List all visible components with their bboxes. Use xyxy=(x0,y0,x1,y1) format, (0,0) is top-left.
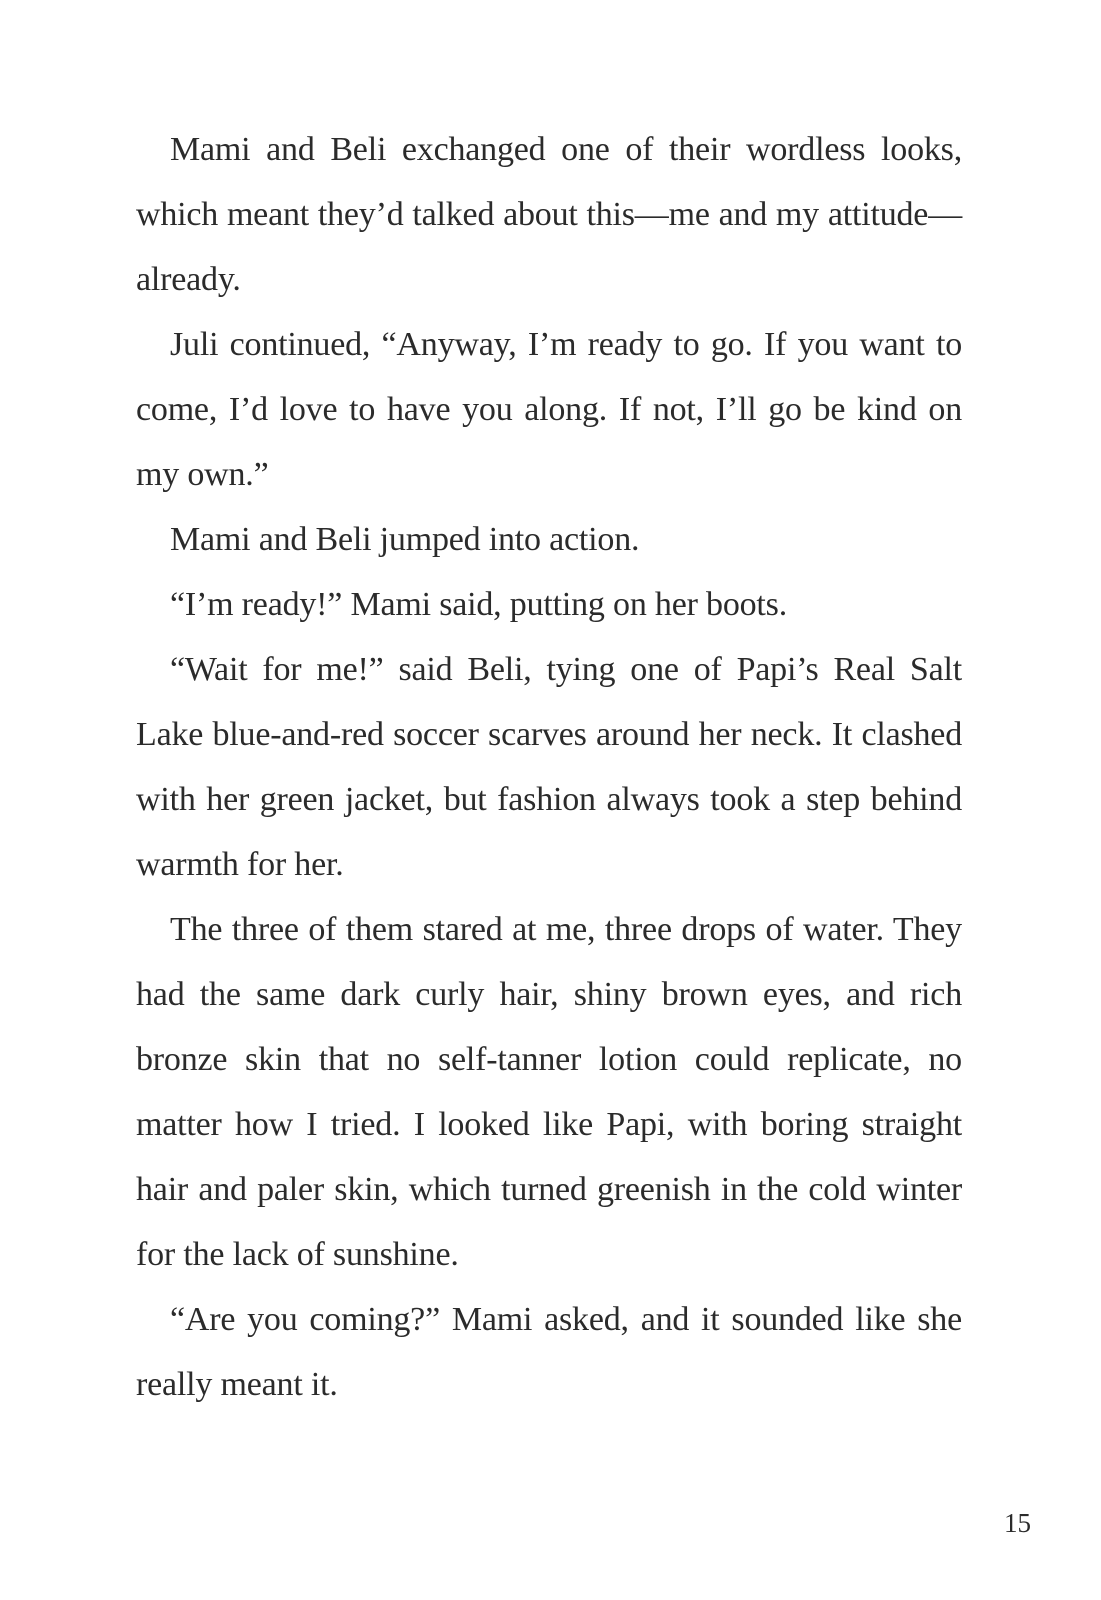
paragraph: Mami and Beli exchanged one of their wordless looks, which meant they’d talked about this—me and my attitude—already. xyxy=(136,131,962,298)
page-number: 15 xyxy=(1004,1508,1031,1538)
paragraph: Juli continued, “Anyway, I’m ready to go. If you want to come, I’d love to have you along. If not, I’ll go be kind on my own.” xyxy=(136,326,962,493)
paragraph: “Wait for me!” said Beli, tying one of Papi’s Real Salt Lake blue-and-red soccer scarves around her neck. It clashed with her green jacket, but fashion always took a step behind warmth for her. xyxy=(136,651,962,883)
page-body xyxy=(136,117,962,1417)
paragraph: “Are you coming?” Mami asked, and it sounded like she really meant it. xyxy=(136,1301,962,1403)
paragraph: The three of them stared at me, three drops of water. They had the same dark curly hair, shiny brown eyes, and rich bronze skin that no self-tanner lotion could replicate, no matter how I tried. I looked like Papi, with boring straight hair and paler skin, which turned greenish in the cold winter for the lack of sunshine. xyxy=(136,911,962,1273)
paragraph: “I’m ready!” Mami said, putting on her boots. xyxy=(170,586,788,623)
paragraph: Mami and Beli jumped into action. xyxy=(170,521,640,558)
